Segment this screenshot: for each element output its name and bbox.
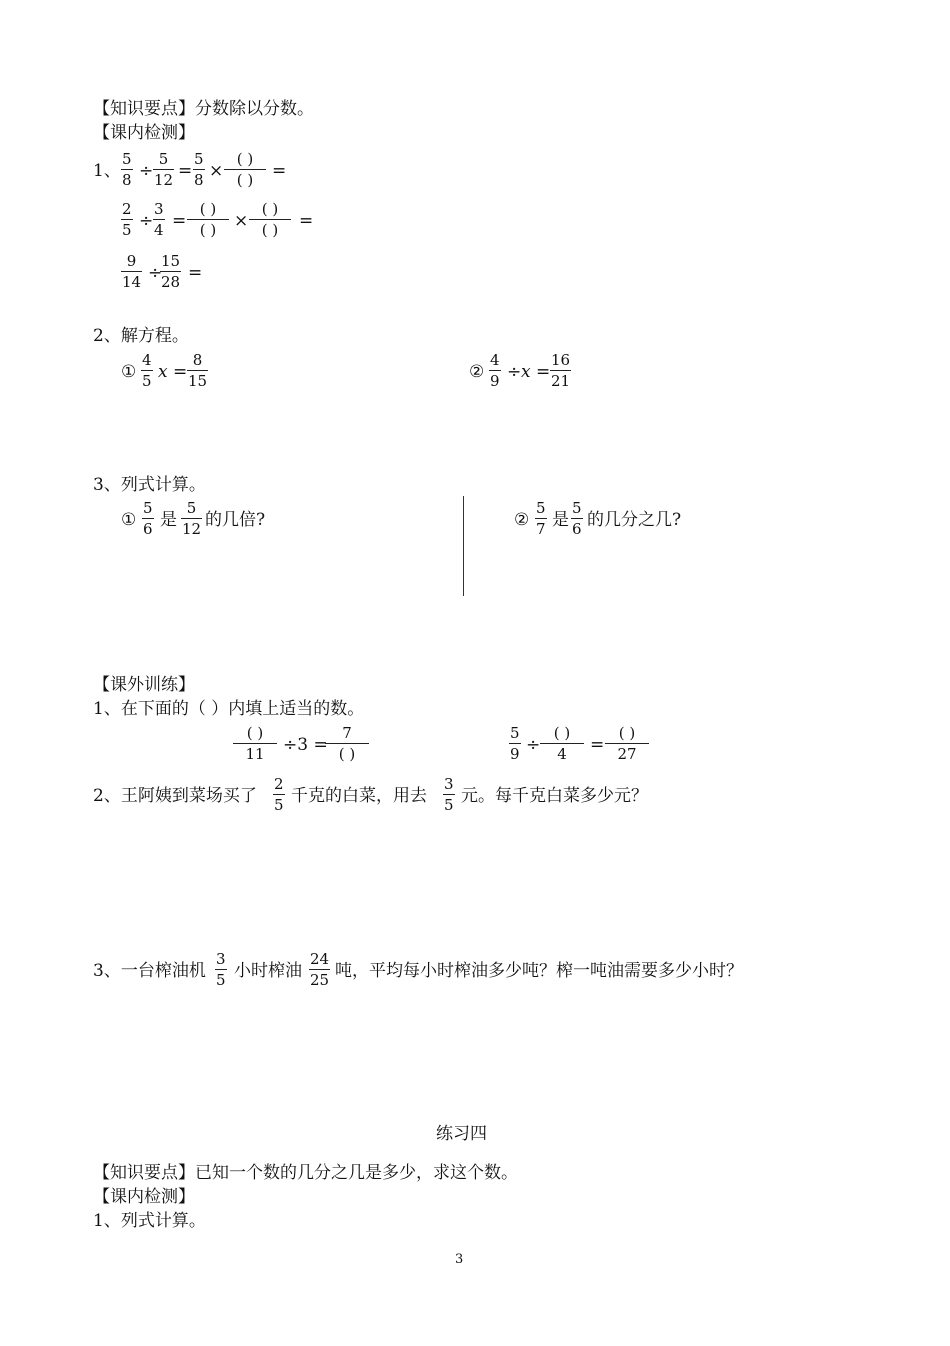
equals-sign: = bbox=[188, 263, 203, 283]
variable-x: x bbox=[158, 362, 168, 382]
divide-sign: ÷ bbox=[139, 161, 154, 181]
blank-fraction: ( ) 4 bbox=[540, 724, 584, 763]
divide-sign: ÷ bbox=[139, 211, 154, 231]
equals-sign: = bbox=[536, 362, 551, 382]
fraction: $\frac{16}{21}$ bbox=[551, 351, 571, 390]
text-tail: 的几分之几? bbox=[587, 510, 682, 530]
extra-training-heading: 【课外训练】 bbox=[93, 675, 195, 695]
divide-three: ÷3 = bbox=[283, 735, 328, 755]
variable-x: x bbox=[521, 362, 531, 382]
blank-fraction: 7 ( ) bbox=[325, 724, 369, 763]
s2-q3-post: 吨，平均每小时榨油多少吨？榨一吨油需要多少小时？ bbox=[335, 961, 743, 981]
blank-fraction: ( ) ( ) bbox=[224, 150, 266, 189]
in-class-heading-2: 【课内检测】 bbox=[93, 1187, 195, 1207]
blank-fraction: ( ) ( ) bbox=[187, 200, 229, 239]
fraction: $\frac{2}{5}$ bbox=[122, 200, 132, 239]
vertical-divider bbox=[463, 496, 464, 596]
q1-label: 1、 bbox=[93, 161, 121, 181]
blank-fraction: ( ) 11 bbox=[233, 724, 277, 763]
fraction: $\frac{3}{5}$ bbox=[444, 775, 454, 814]
page-number: 3 bbox=[455, 1252, 464, 1267]
text-shi: 是 bbox=[552, 510, 569, 530]
s2-q3-pre: 3、一台榨油机 bbox=[93, 961, 206, 981]
fraction: $\frac{5}{12}$ bbox=[182, 499, 202, 538]
fraction: $\frac{5}{12}$ bbox=[154, 150, 174, 189]
s2-q1-text: 1、在下面的（ ）内填上适当的数。 bbox=[93, 699, 365, 719]
times-sign: × bbox=[209, 161, 224, 181]
s2-q3-mid: 小时榨油 bbox=[234, 961, 302, 981]
times-sign: × bbox=[234, 211, 249, 231]
circled-one: ① bbox=[121, 362, 137, 382]
equals-sign: = bbox=[590, 735, 605, 755]
fraction: $\frac{15}{28}$ bbox=[161, 252, 181, 291]
fraction: $\frac{2}{5}$ bbox=[274, 775, 284, 814]
fraction: $\frac{5}{8}$ bbox=[194, 150, 204, 189]
circled-two: ② bbox=[469, 362, 485, 382]
q2-label: 2、解方程。 bbox=[93, 326, 189, 346]
equals-sign: = bbox=[272, 161, 287, 181]
in-class-heading: 【课内检测】 bbox=[93, 123, 195, 143]
q3-label: 3、列式计算。 bbox=[93, 475, 206, 495]
fraction: $\frac{24}{25}$ bbox=[310, 950, 330, 989]
fraction: $\frac{5}{7}$ bbox=[536, 499, 546, 538]
knowledge-point: 【知识要点】分数除以分数。 bbox=[93, 99, 314, 119]
fraction: $\frac{5}{9}$ bbox=[510, 724, 520, 763]
fraction: $\frac{3}{5}$ bbox=[216, 950, 226, 989]
divide-sign: ÷ bbox=[148, 263, 163, 283]
equals-sign: = bbox=[299, 211, 314, 231]
text-tail: 的几倍? bbox=[205, 510, 266, 530]
fraction: $\frac{4}{5}$ bbox=[142, 351, 152, 390]
blank-fraction: ( ) 27 bbox=[605, 724, 649, 763]
knowledge-point-2: 【知识要点】已知一个数的几分之几是多少，求这个数。 bbox=[93, 1163, 518, 1183]
circled-two: ② bbox=[514, 510, 530, 530]
section-title: 练习四 bbox=[436, 1124, 487, 1144]
blank-fraction: ( ) ( ) bbox=[249, 200, 291, 239]
fraction: $\frac{5}{6}$ bbox=[143, 499, 153, 538]
fraction: $\frac{9}{14}$ bbox=[122, 252, 142, 291]
text-shi: 是 bbox=[160, 510, 177, 530]
divide-sign: ÷ bbox=[507, 362, 522, 382]
s3-q1-text: 1、列式计算。 bbox=[93, 1211, 206, 1231]
fraction: $\frac{8}{15}$ bbox=[188, 351, 208, 390]
s2-q2-mid: 千克的白菜，用去 bbox=[291, 786, 427, 806]
divide-sign: ÷ bbox=[526, 735, 541, 755]
fraction: $\frac{4}{9}$ bbox=[490, 351, 500, 390]
fraction: $\frac{3}{4}$ bbox=[154, 200, 164, 239]
equals-sign: = bbox=[178, 161, 193, 181]
s2-q2-pre: 2、王阿姨到菜场买了 bbox=[93, 786, 257, 806]
circled-one: ① bbox=[121, 510, 137, 530]
equals-sign: = bbox=[173, 362, 188, 382]
s2-q2-post: 元。每千克白菜多少元？ bbox=[461, 786, 648, 806]
fraction: $\frac{5}{6}$ bbox=[572, 499, 582, 538]
equals-sign: = bbox=[172, 211, 187, 231]
fraction: $\frac{5}{8}$ bbox=[122, 150, 132, 189]
